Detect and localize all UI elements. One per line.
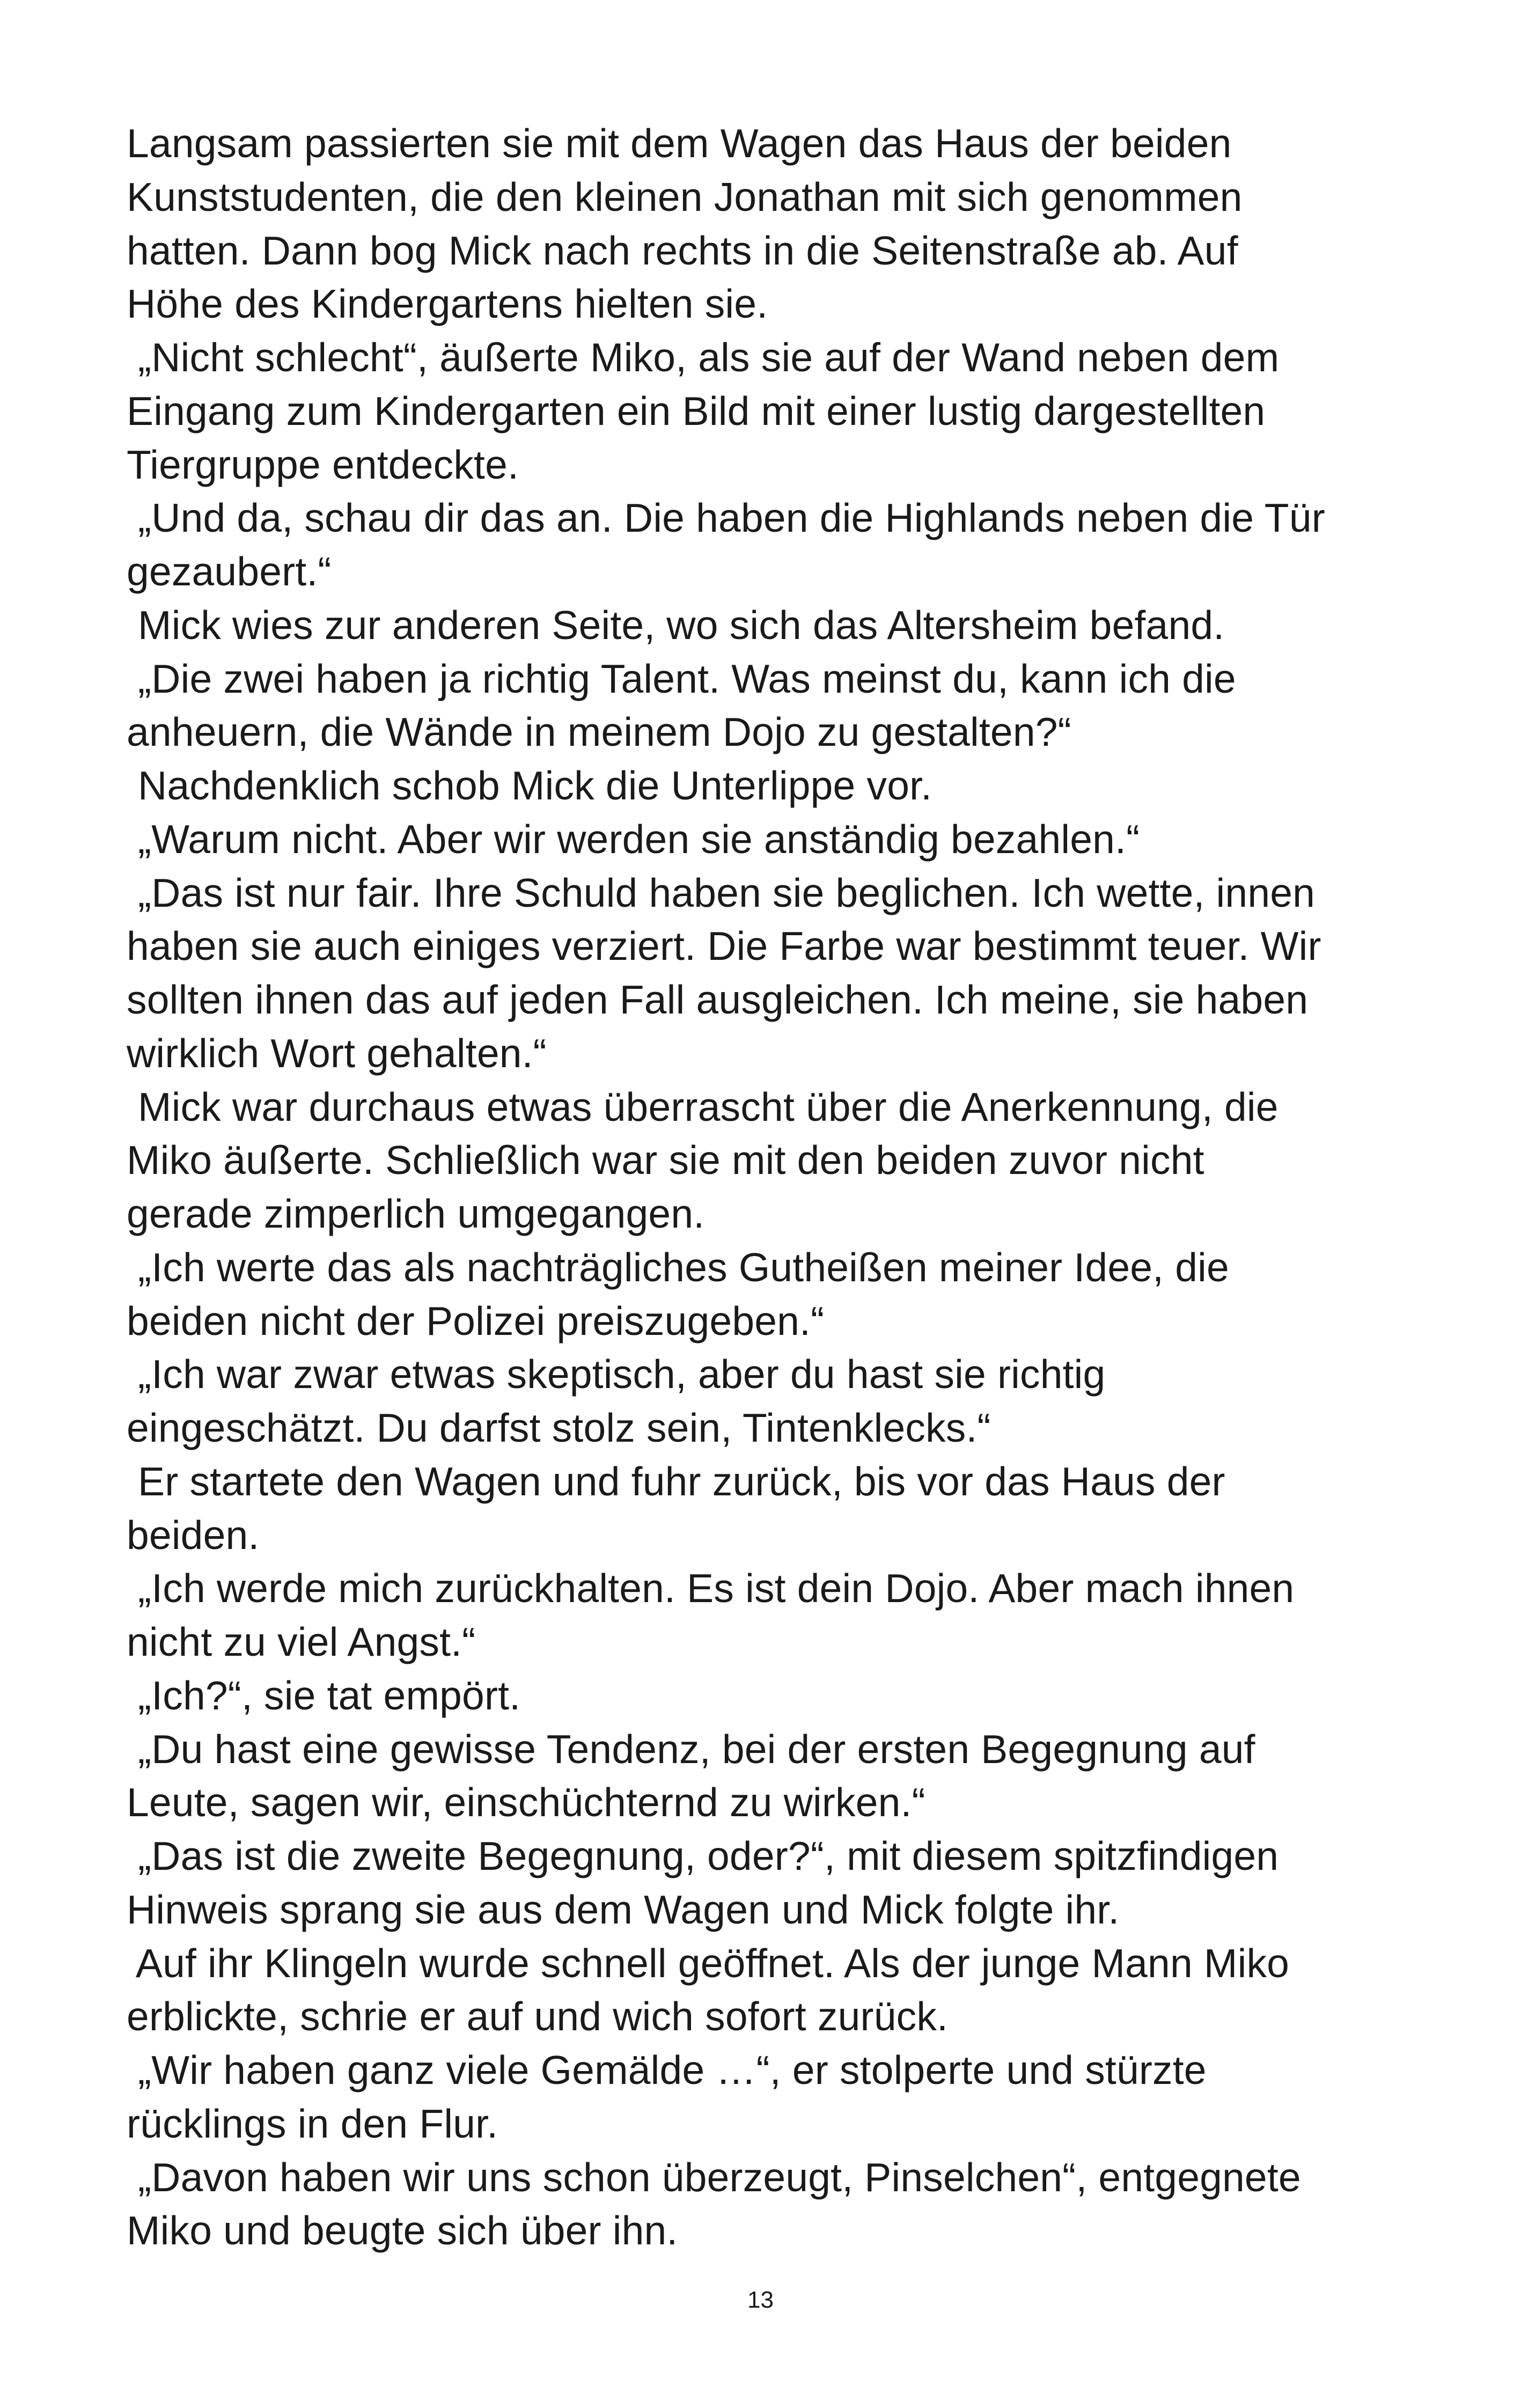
text-line: Miko und beugte sich über ihn.	[127, 2208, 678, 2253]
text-line: Leute, sagen wir, einschüchternd zu wirken.“	[127, 1780, 925, 1825]
text-line: rücklings in den Flur.	[127, 2101, 498, 2146]
text-line: „Das ist nur fair. Ihre Schuld haben sie beglichen. Ich wette, innen	[127, 870, 1316, 915]
text-line: Er startete den Wagen und fuhr zurück, bis vor das Haus der	[127, 1458, 1225, 1504]
text-line: Hinweis sprang sie aus dem Wagen und Mick folgte ihr.	[127, 1886, 1120, 1932]
text-line: „Warum nicht. Aber wir werden sie anständig bezahlen.“	[127, 816, 1140, 862]
text-line: „Und da, schau dir das an. Die haben die Highlands neben die Tür	[127, 495, 1325, 541]
text-line: Miko äußerte. Schließlich war sie mit den beiden zuvor nicht	[127, 1137, 1204, 1183]
text-line: gerade zimperlich umgegangen.	[127, 1191, 705, 1236]
text-line: beiden.	[127, 1512, 260, 1558]
text-line: Kunststudenten, die den kleinen Jonathan mit sich genommen	[127, 174, 1243, 219]
text-line: Auf ihr Klingeln wurde schnell geöffnet. Als der junge Mann Miko	[127, 1940, 1290, 1986]
text-line: hatten. Dann bog Mick nach rechts in die Seitenstraße ab. Auf	[127, 227, 1238, 273]
text-line: Höhe des Kindergartens hielten sie.	[127, 281, 768, 327]
text-line: „Ich werde mich zurückhalten. Es ist dein Dojo. Aber mach ihnen	[127, 1566, 1295, 1611]
text-line: nicht zu viel Angst.“	[127, 1619, 476, 1664]
body-text	[127, 117, 1414, 2258]
text-line: haben sie auch einiges verziert. Die Farbe war bestimmt teuer. Wir	[127, 923, 1321, 969]
text-line: „Die zwei haben ja richtig Talent. Was meinst du, kann ich die	[127, 656, 1236, 701]
text-line: eingeschätzt. Du darfst stolz sein, Tintenklecks.“	[127, 1405, 991, 1450]
text-line: Tiergruppe entdeckte.	[127, 442, 519, 487]
text-line: erblickte, schrie er auf und wich sofort zurück.	[127, 1994, 949, 2039]
text-line: „Ich war zwar etwas skeptisch, aber du hast sie richtig	[127, 1352, 1106, 1397]
text-line: gezaubert.“	[127, 549, 332, 594]
text-line: wirklich Wort gehalten.“	[127, 1030, 547, 1076]
text-line: Nachdenklich schob Mick die Unterlippe vor.	[127, 763, 932, 808]
text-line: Eingang zum Kindergarten ein Bild mit einer lustig dargestellten	[127, 388, 1266, 434]
text-line: „Ich?“, sie tat empört.	[127, 1672, 521, 1718]
text-line: beiden nicht der Polizei preiszugeben.“	[127, 1298, 825, 1344]
text-line: „Das ist die zweite Begegnung, oder?“, mit diesem spitzfindigen	[127, 1833, 1279, 1878]
text-line: „Nicht schlecht“, äußerte Miko, als sie auf der Wand neben dem	[127, 335, 1280, 380]
text-line: Mick wies zur anderen Seite, wo sich das Altersheim befand.	[127, 602, 1225, 648]
text-line: Langsam passierten sie mit dem Wagen das Haus der beiden	[127, 121, 1232, 166]
text-line: sollten ihnen das auf jeden Fall ausgleichen. Ich meine, sie haben	[127, 977, 1309, 1022]
text-line: anheuern, die Wände in meinem Dojo zu gestalten?“	[127, 709, 1071, 755]
text-line: Mick war durchaus etwas überrascht über die Anerkennung, die	[127, 1084, 1278, 1129]
text-line: „Wir haben ganz viele Gemälde …“, er stolperte und stürzte	[127, 2047, 1207, 2093]
page-number: 13	[747, 2287, 774, 2313]
text-line: „Du hast eine gewisse Tendenz, bei der ersten Begegnung auf	[127, 1726, 1255, 1772]
text-line: „Davon haben wir uns schon überzeugt, Pinselchen“, entgegnete	[127, 2154, 1301, 2200]
text-line: „Ich werte das als nachträgliches Gutheißen meiner Idee, die	[127, 1244, 1229, 1290]
